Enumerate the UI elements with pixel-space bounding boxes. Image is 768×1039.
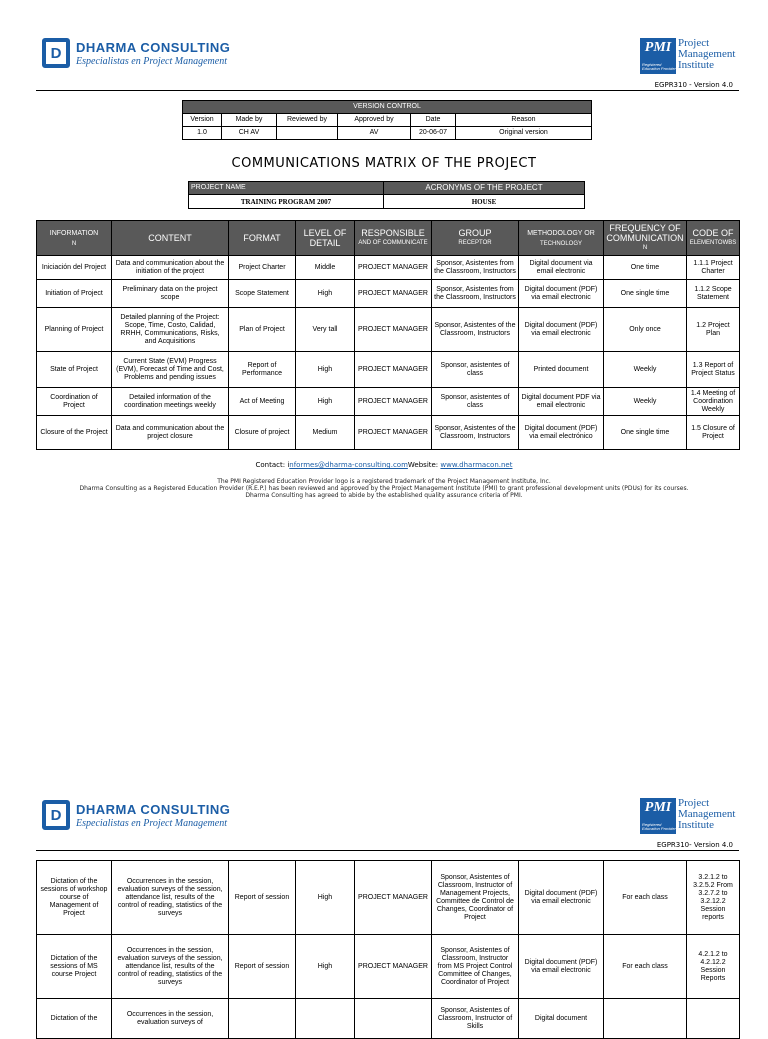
- vc-col: Approved by: [338, 114, 411, 127]
- matrix-cell: Detailed planning of the Project: Scope, Time, Costo, Calidad, RRHH, Communications, Risks, and Acquisitions: [112, 308, 229, 352]
- matrix-cell: Digital document (PDF) via email electronic: [519, 935, 604, 999]
- matrix-cell: Occurrences in the session, evaluation surveys of the session, attendance list, results of the control of reading, statistics of the surveys: [112, 935, 229, 999]
- matrix-cell: 1.3 Report of Project Status: [687, 352, 740, 388]
- matrix-cell: Detailed information of the coordination meetings weekly: [112, 388, 229, 416]
- vc-cell: 1.0: [183, 127, 222, 140]
- matrix-cell: State of Project: [37, 352, 112, 388]
- matrix-cell: For each class: [604, 861, 687, 935]
- contact-label: Contact: i: [255, 461, 290, 469]
- matrix-cell: Weekly: [604, 388, 687, 416]
- vc-col: Version: [183, 114, 222, 127]
- matrix-cell: 1.5 Closure of Project: [687, 416, 740, 450]
- pmi-logo: [640, 38, 735, 74]
- matrix-row: [37, 308, 740, 352]
- matrix-cell: High: [296, 388, 355, 416]
- matrix-cell: Occurrences in the session, evaluation surveys of the session, attendance list, results of the control of reading, statistics of the surveys: [112, 861, 229, 935]
- matrix-cell: Plan of Project: [229, 308, 296, 352]
- website-link[interactable]: www.dharmacon.net: [440, 461, 513, 469]
- vc-col: Made by: [222, 114, 277, 127]
- vc-cell: CH AV: [222, 127, 277, 140]
- doc-code: EGPR310 - Version 4.0: [654, 81, 733, 89]
- doc-code-p2: EGPR310- Version 4.0: [656, 841, 733, 849]
- matrix-cell: Medium: [296, 416, 355, 450]
- footer-text: [0, 478, 768, 499]
- matrix-cell: PROJECT MANAGER: [355, 416, 432, 450]
- matrix-cell: Report of session: [229, 935, 296, 999]
- matrix-cell: Sponsor, Asistentes of the Classroom, Instructors: [432, 308, 519, 352]
- matrix-cell: Digital document (PDF) via email electronic: [519, 861, 604, 935]
- matrix-cell: PROJECT MANAGER: [355, 935, 432, 999]
- matrix-cell: Only once: [604, 308, 687, 352]
- matrix-cell: Digital document: [519, 999, 604, 1039]
- matrix-cell: Sponsor, asistentes of class: [432, 388, 519, 416]
- footer-line: Dharma Consulting as a Registered Education Provider (R.E.P.) has been reviewed and approved by the Project Management Institute (PMI) to grant professional development units (PDUs) for its courses.: [79, 485, 689, 492]
- matrix-cell: Planning of Project: [37, 308, 112, 352]
- version-control-table: [182, 100, 592, 140]
- matrix-header: GROUP RECEPTOR: [432, 221, 519, 256]
- communications-matrix-continued: [36, 860, 740, 1039]
- website-label: Website:: [407, 461, 441, 469]
- matrix-cell: 1.1.2 Scope Statement: [687, 280, 740, 308]
- matrix-cell: High: [296, 935, 355, 999]
- footer-line: The PMI Registered Education Provider logo is a registered trademark of the Project Management Institute, Inc.: [217, 478, 551, 485]
- matrix-cell: One time: [604, 256, 687, 280]
- acronym-value: HOUSE: [384, 195, 585, 209]
- matrix-row: [37, 861, 740, 935]
- matrix-cell: Scope Statement: [229, 280, 296, 308]
- matrix-cell: [687, 999, 740, 1039]
- matrix-cell: Sponsor, Asistentes of Classroom, Instructor of Skills: [432, 999, 519, 1039]
- matrix-row: [37, 388, 740, 416]
- matrix-cell: PROJECT MANAGER: [355, 352, 432, 388]
- matrix-cell: 4.2.1.2 to 4.2.12.2 Session Reports: [687, 935, 740, 999]
- matrix-cell: High: [296, 280, 355, 308]
- project-name-label: PROJECT NAME: [189, 182, 384, 195]
- matrix-cell: PROJECT MANAGER: [355, 308, 432, 352]
- project-name-value: TRAINING PROGRAM 2007: [189, 195, 384, 209]
- matrix-cell: Sponsor, Asistentes of Classroom, Instructor from MS Project Control Committee of Changes, Coordinator of Project: [432, 935, 519, 999]
- matrix-header: FREQUENCY OF COMMUNICATION N: [604, 221, 687, 256]
- matrix-cell: High: [296, 352, 355, 388]
- matrix-header: LEVEL OF DETAIL: [296, 221, 355, 256]
- matrix-cell: Sponsor, Asistentes of the Classroom, Instructors: [432, 416, 519, 450]
- matrix-row: [37, 280, 740, 308]
- matrix-cell: Closure of project: [229, 416, 296, 450]
- matrix-cell: Sponsor, Asistentes from the Classroom, Instructors: [432, 256, 519, 280]
- vc-col: Reason: [456, 114, 592, 127]
- pmi-line: Institute: [678, 59, 715, 71]
- matrix-cell: Report of Performance: [229, 352, 296, 388]
- matrix-cell: PROJECT MANAGER: [355, 861, 432, 935]
- matrix-cell: 1.1.1 Project Charter: [687, 256, 740, 280]
- matrix-row: [37, 999, 740, 1039]
- contact-email-link[interactable]: nformes@dharma-consulting.com: [289, 461, 408, 469]
- pmi-line: Institute: [678, 819, 715, 831]
- communications-matrix: [36, 220, 740, 450]
- matrix-title: COMMUNICATIONS MATRIX OF THE PROJECT: [231, 156, 537, 171]
- dharma-d-icon: D: [42, 800, 70, 830]
- matrix-header: INFORMATION N: [37, 221, 112, 256]
- matrix-cell: Dictation of the sessions of workshop course of Management of Project: [37, 861, 112, 935]
- matrix-row: [37, 416, 740, 450]
- matrix-cell: Current State (EVM) Progress (EVM), Forecast of Time and Cost, Problems and pending issues: [112, 352, 229, 388]
- matrix-cell: Occurrences in the session, evaluation surveys of: [112, 999, 229, 1039]
- matrix-cell: For each class: [604, 935, 687, 999]
- dharma-d-icon: D: [42, 38, 70, 68]
- vc-cell: Original version: [456, 127, 592, 140]
- matrix-cell: Sponsor, asistentes of class: [432, 352, 519, 388]
- matrix-cell: PROJECT MANAGER: [355, 388, 432, 416]
- matrix-cell: Report of session: [229, 861, 296, 935]
- matrix-cell: 3.2.1.2 to 3.2.5.2 From 3.2.7.2 to 3.2.12.2 Session reports: [687, 861, 740, 935]
- matrix-cell: One single time: [604, 280, 687, 308]
- footer-line: Dharma Consulting has agreed to abide by the established quality assurance criteria of PMI.: [245, 492, 523, 499]
- matrix-cell: PROJECT MANAGER: [355, 280, 432, 308]
- matrix-header: CODE OF ELEMENTOWBS: [687, 221, 740, 256]
- vc-col: Date: [411, 114, 456, 127]
- matrix-cell: Printed document: [519, 352, 604, 388]
- matrix-cell: Act of Meeting: [229, 388, 296, 416]
- vc-cell: 20-06-07: [411, 127, 456, 140]
- pmi-line: Management: [678, 48, 736, 60]
- pmi-logo-p2: [640, 798, 735, 834]
- vc-col: Reviewed by: [277, 114, 338, 127]
- matrix-cell: [296, 999, 355, 1039]
- matrix-cell: Data and communication about the initiation of the project: [112, 256, 229, 280]
- matrix-row: [37, 256, 740, 280]
- matrix-header: CONTENT: [112, 221, 229, 256]
- matrix-cell: High: [296, 861, 355, 935]
- matrix-cell: Iniciación del Project: [37, 256, 112, 280]
- matrix-cell: Digital document via email electronic: [519, 256, 604, 280]
- matrix-cell: Dictation of the: [37, 999, 112, 1039]
- header-divider: [36, 90, 739, 91]
- matrix-cell: Initiation of Project: [37, 280, 112, 308]
- pmi-icon: PMI Registered Education Provider: [640, 798, 676, 834]
- pmi-icon: PMI Registered Education Provider: [640, 38, 676, 74]
- company-name: DHARMA CONSULTING: [76, 801, 231, 817]
- matrix-row: [37, 352, 740, 388]
- matrix-cell: Sponsor, Asistentes of Classroom, Instructor of Management Projects, Committee de Control de Changes, Coordinator of Project: [432, 861, 519, 935]
- pmi-line: Management: [678, 808, 736, 820]
- matrix-cell: Digital document (PDF) via email electrónico: [519, 416, 604, 450]
- matrix-cell: Digital document PDF via email electronic: [519, 388, 604, 416]
- contact-line: [0, 461, 768, 469]
- vc-cell: AV: [338, 127, 411, 140]
- matrix-cell: Middle: [296, 256, 355, 280]
- matrix-cell: PROJECT MANAGER: [355, 256, 432, 280]
- matrix-cell: Dictation of the sessions of MS course Project: [37, 935, 112, 999]
- header-divider-p2: [36, 850, 739, 851]
- matrix-cell: [229, 999, 296, 1039]
- matrix-cell: Weekly: [604, 352, 687, 388]
- matrix-cell: Project Charter: [229, 256, 296, 280]
- dharma-logo: [42, 38, 230, 68]
- matrix-header: RESPONSIBLE AND OF COMMUNICATE: [355, 221, 432, 256]
- matrix-cell: Coordination of Project: [37, 388, 112, 416]
- matrix-cell: [604, 999, 687, 1039]
- matrix-cell: Sponsor, Asistentes from the Classroom, Instructors: [432, 280, 519, 308]
- company-name: DHARMA CONSULTING: [76, 39, 231, 55]
- matrix-cell: Very tall: [296, 308, 355, 352]
- version-control-title: VERSION CONTROL: [183, 101, 592, 114]
- matrix-row: [37, 935, 740, 999]
- matrix-cell: Preliminary data on the project scope: [112, 280, 229, 308]
- matrix-cell: 1.4 Meeting of Coordination Weekly: [687, 388, 740, 416]
- matrix-cell: Digital document (PDF) via email electronic: [519, 280, 604, 308]
- dharma-logo-p2: [42, 800, 230, 830]
- pmi-line: Project: [678, 37, 710, 49]
- matrix-header: METHODOLOGY OR TECHNOLOGY: [519, 221, 604, 256]
- matrix-cell: One single time: [604, 416, 687, 450]
- project-name-table: [188, 181, 585, 209]
- company-tagline: Especialistas en Project Management: [76, 55, 227, 67]
- matrix-cell: 1.2 Project Plan: [687, 308, 740, 352]
- matrix-cell: Digital document (PDF) via email electronic: [519, 308, 604, 352]
- matrix-cell: Data and communication about the project closure: [112, 416, 229, 450]
- pmi-line: Project: [678, 797, 710, 809]
- matrix-cell: Closure of the Project: [37, 416, 112, 450]
- acronyms-label: ACRONYMS OF THE PROJECT: [384, 182, 585, 195]
- vc-cell: [277, 127, 338, 140]
- company-tagline: Especialistas en Project Management: [76, 817, 227, 829]
- matrix-header: FORMAT: [229, 221, 296, 256]
- matrix-cell: [355, 999, 432, 1039]
